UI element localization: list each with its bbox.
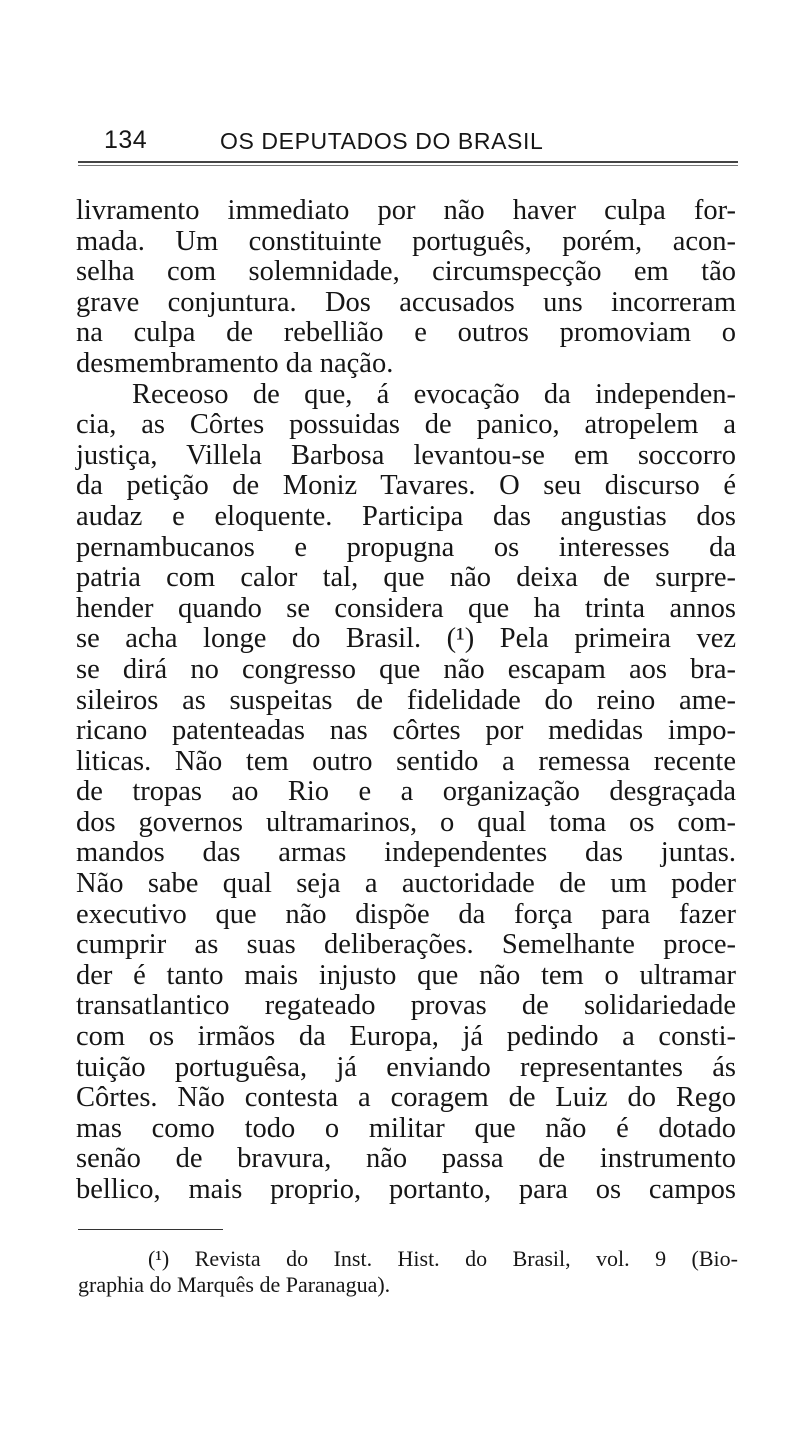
footnote-line: graphia do Marquês de Paranagua).	[78, 1272, 391, 1297]
text-line: mada. Um constituinte português, porém, acon-	[76, 225, 736, 257]
text-line: na culpa de rebellião e outros promoviam o	[76, 317, 736, 349]
text-line: cumprir as suas deliberações. Semelhante proce-	[76, 929, 736, 961]
text-line: pernambucanos e propugna os interesses da	[76, 531, 736, 563]
text-line: patria com calor tal, que não deixa de surpre-	[76, 562, 736, 594]
text-line: selha com solemnidade, circumspecção em tão	[76, 256, 736, 288]
text-line: da petição de Moniz Tavares. O seu discurso é	[76, 470, 736, 502]
text-line: de tropas ao Rio e a organização desgraçada	[76, 776, 736, 808]
text-line: cia, as Côrtes possuidas de panico, atropelem a	[76, 409, 736, 441]
header-rule	[78, 161, 738, 163]
text-line: dos governos ultramarinos, o qual toma os com-	[76, 806, 736, 838]
text-line: bellico, mais proprio, portanto, para os campos	[76, 1174, 736, 1205]
footnote-line: (¹) Revista do Inst. Hist. do Brasil, vol. 9 (Bio-	[148, 1246, 738, 1271]
text-line: com os irmãos da Europa, já pedindo a consti-	[76, 1021, 736, 1053]
text-line: hender quando se considera que ha trinta annos	[76, 592, 736, 624]
text-line: grave conjuntura. Dos accusados uns incorreram	[76, 286, 736, 318]
page-header	[78, 122, 738, 162]
running-title: OS DEPUTADOS DO BRASIL	[220, 128, 544, 154]
text-line: sileiros as suspeitas de fidelidade do reino ame-	[76, 684, 736, 716]
text-line: Não sabe qual seja a auctoridade de um poder	[76, 868, 736, 900]
body-text	[76, 196, 736, 1206]
text-line: mandos das armas independentes das juntas.	[76, 837, 736, 869]
text-line: Côrtes. Não contesta a coragem de Luiz do Rego	[76, 1082, 736, 1114]
text-line: livramento immediato por não haver culpa for-	[76, 195, 736, 226]
footnote	[78, 1246, 738, 1298]
text-line: executivo que não dispõe da força para fazer	[76, 898, 736, 930]
header-rule-secondary	[78, 165, 738, 166]
footnote-rule	[78, 1229, 223, 1230]
text-line: der é tanto mais injusto que não tem o ultramar	[76, 959, 736, 991]
text-line: transatlantico regateado provas de solidariedade	[76, 990, 736, 1022]
text-line: justiça, Villela Barbosa levantou-se em soccorro	[76, 439, 736, 471]
text-line: desmembramento da nação.	[76, 347, 394, 379]
text-line: mas como todo o militar que não é dotado	[76, 1112, 736, 1144]
text-line: ricano patenteadas nas côrtes por medidas impo-	[76, 715, 736, 747]
page-number: 134	[104, 126, 148, 154]
text-line: tuição portuguêsa, já enviando representantes ás	[76, 1051, 736, 1083]
text-line: audaz e eloquente. Participa das angustias dos	[76, 500, 736, 532]
text-line: se acha longe do Brasil. (¹) Pela primeira vez	[76, 623, 736, 655]
text-line: se dirá no congresso que não escapam aos bra-	[76, 653, 736, 685]
text-line: senão de bravura, não passa de instrumento	[76, 1143, 736, 1175]
text-line: liticas. Não tem outro sentido a remessa recente	[76, 745, 736, 777]
text-line: Receoso de que, á evocação da independen-	[132, 378, 736, 410]
